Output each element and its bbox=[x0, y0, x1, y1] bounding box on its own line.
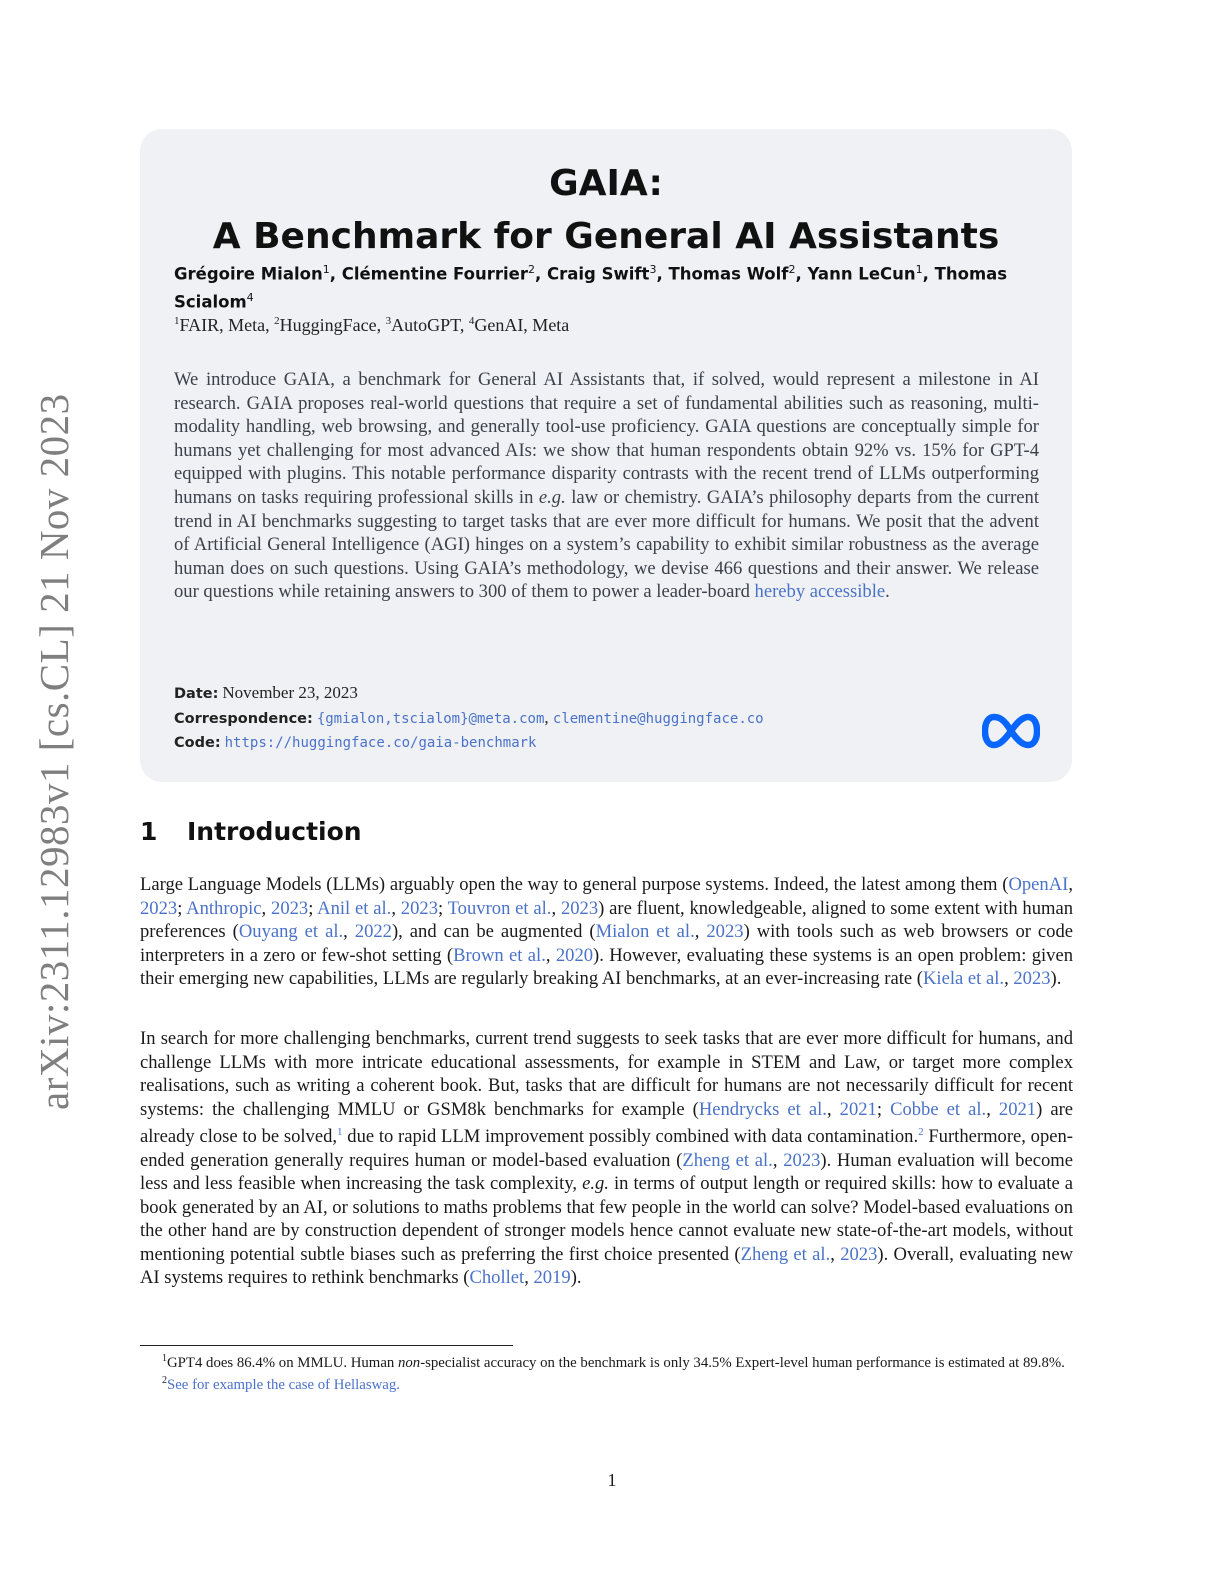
footnote-1-marker: 1 bbox=[162, 1353, 167, 1364]
citation-link[interactable]: 2023 bbox=[840, 1243, 878, 1265]
citation-link[interactable]: 2023 bbox=[706, 921, 744, 942]
author-affiliation-marker: 3 bbox=[649, 263, 657, 276]
footnote-ref-link[interactable]: 2 bbox=[918, 1126, 924, 1138]
affiliation-name: GenAI, Meta bbox=[474, 315, 570, 335]
abstract-emphasis: e.g. bbox=[538, 486, 566, 508]
paragraph-text: ). Human evaluation will become less and less feasible when increasing the task complexity, bbox=[140, 1149, 1073, 1195]
paragraph-text: ). bbox=[1050, 968, 1062, 989]
citation-link[interactable]: 2023 bbox=[560, 897, 599, 919]
citation-link[interactable]: Chollet bbox=[469, 1267, 525, 1289]
affiliation-name: FAIR, Meta, bbox=[179, 315, 275, 335]
paragraph-text: , bbox=[391, 897, 401, 919]
intro-paragraph-2 bbox=[140, 1027, 1073, 1290]
author-affiliation-marker: 4 bbox=[246, 290, 254, 304]
footnote-2-marker: 2 bbox=[162, 1375, 167, 1387]
affiliation-name: AutoGPT, bbox=[391, 315, 469, 335]
page-number: 1 bbox=[607, 1470, 617, 1490]
intro-paragraph-1 bbox=[140, 873, 1073, 991]
paragraph-text: , bbox=[545, 944, 556, 966]
huggingface-email-link[interactable]: clementine@huggingface.co bbox=[552, 711, 764, 727]
citation-link[interactable]: 2023 bbox=[400, 897, 438, 919]
author-separator: , bbox=[329, 264, 342, 284]
author-affiliation-marker: 1 bbox=[322, 263, 330, 276]
citation-link[interactable]: 2023 bbox=[271, 897, 309, 919]
abstract bbox=[174, 368, 1039, 604]
citation-link[interactable]: 2023 bbox=[783, 1149, 821, 1171]
citation-link[interactable]: 2021 bbox=[839, 1098, 877, 1120]
paper-metadata bbox=[174, 681, 974, 755]
citation-link[interactable]: Cobbe et al. bbox=[890, 1098, 987, 1120]
citation-link[interactable]: Zheng et al. bbox=[740, 1243, 831, 1265]
section-heading bbox=[140, 817, 362, 846]
paragraph-text: ). Overall, evaluating new AI systems requires to rethink benchmarks ( bbox=[140, 1243, 1073, 1289]
author-name: Thomas Scialom bbox=[174, 264, 1008, 311]
affiliation-marker: 2 bbox=[274, 315, 280, 327]
paragraph-text: Large Language Models (LLMs) arguably open the way to general purpose systems. Indeed, the latest among them ( bbox=[140, 874, 1009, 895]
paragraph-text: ; bbox=[876, 1098, 891, 1120]
code-row bbox=[174, 731, 974, 755]
footnote-1-text: GPT4 does 86.4% on MMLU. Human bbox=[167, 1354, 398, 1371]
author-affiliation-marker: 1 bbox=[915, 263, 923, 276]
paragraph-text: ) with tools such as web browsers or code interpreters in a zero or few-shot setting ( bbox=[140, 921, 1073, 966]
citation-link[interactable]: Anil et al. bbox=[317, 897, 392, 919]
footnote-divider bbox=[140, 1345, 513, 1346]
emphasis-text: e.g. bbox=[582, 1173, 609, 1195]
section-title: Introduction bbox=[187, 817, 362, 846]
citation-link[interactable]: Ouyang et al. bbox=[238, 921, 344, 942]
citation-link[interactable]: Brown et al. bbox=[453, 944, 546, 966]
hellaswag-link[interactable]: See for example the case of Hellaswag. bbox=[167, 1377, 400, 1394]
abstract-end: . bbox=[885, 581, 890, 603]
paragraph-text: in terms of output length or required skills: how to evaluate a book generated by an AI, or solutions to maths problems that few people in the world can solve? Model-based evaluations on the other hand are by construction dependent of stronger models hence cannot evaluate new state-of-the-art models, without mentioning potential subtle biases such as preferring the first choice presented ( bbox=[140, 1173, 1073, 1265]
author-separator: , bbox=[922, 264, 935, 284]
footnote-1-text-continued: -specialist accuracy on the benchmark is only 34.5% Expert-level human performance is estimated at 89.8%. bbox=[420, 1354, 1065, 1371]
footnote-ref-link[interactable]: 1 bbox=[337, 1126, 343, 1138]
author-separator: , bbox=[795, 264, 808, 284]
correspondence-label: Correspondence: bbox=[174, 711, 313, 727]
leaderboard-link[interactable]: hereby accessible bbox=[754, 581, 886, 603]
paragraph-text: ; bbox=[308, 897, 318, 919]
affiliation-name: HuggingFace, bbox=[279, 315, 386, 335]
paragraph-text: ), and can be augmented ( bbox=[391, 921, 596, 942]
paragraph-text: ) are fluent, knowledgeable, aligned to some extent with human preferences ( bbox=[140, 897, 1074, 942]
email-separator: , bbox=[544, 708, 553, 727]
paragraph-text: , bbox=[1068, 874, 1073, 895]
paragraph-text: In search for more challenging benchmarks, current trend suggests to seek tasks that are ever more difficult for humans, and challenge LLMs with more intricate educational assessments, for example in STEM and Law, or target more complex realisations, such as writing a coherent book. But, tasks that are difficult for humans are not necessarily difficult for recent systems: the challenging MMLU or GSM8k benchmarks for example ( bbox=[140, 1028, 1073, 1120]
code-url-link[interactable]: https://huggingface.co/gaia-benchmark bbox=[224, 735, 537, 751]
paragraph-text: , bbox=[524, 1267, 534, 1289]
paragraph-text: , bbox=[830, 1243, 841, 1265]
paragraph-text: , bbox=[826, 1098, 840, 1120]
correspondence-row bbox=[174, 706, 974, 731]
affiliation-marker: 4 bbox=[468, 315, 475, 327]
author-separator: , bbox=[656, 264, 669, 284]
author-name: Grégoire Mialon bbox=[174, 264, 323, 284]
author-name: Clémentine Fourrier bbox=[341, 264, 528, 284]
abstract-text-continued: law or chemistry. GAIA’s philosophy departs from the current trend in AI benchmarks suggesting to target tasks that are ever more difficult for humans. We posit that the advent of Artificial General Intelligence (AGI) hinges on a system’s capability to exhibit similar robustness as the average human does on such questions. Using GAIA’s methodology, we devise 466 questions and their answer. We release our questions while retaining answers to 300 of them to power a leader-board bbox=[174, 486, 1039, 603]
author-name: Thomas Wolf bbox=[668, 264, 789, 284]
citation-link[interactable]: OpenAI bbox=[1008, 874, 1069, 895]
author-name: Craig Swift bbox=[547, 264, 650, 284]
abstract-text: We introduce GAIA, a benchmark for General AI Assistants that, if solved, would represent a milestone in AI research. GAIA proposes real-world questions that require a set of fundamental abilities such as reasoning, multi-modality handling, web browsing, and generally tool-use proficiency. GAIA questions are conceptually simple for humans yet challenging for most advanced AIs: we show that human respondents obtain 92% vs. 15% for GPT-4 equipped with plugins. This notable performance disparity contrasts with the recent trend of LLMs outperforming humans on tasks requiring professional skills in bbox=[174, 369, 1039, 508]
citation-link[interactable]: 2023 bbox=[140, 897, 178, 919]
arxiv-identifier: arXiv:2311.12983v1 [cs.CL] 21 Nov 2023 bbox=[31, 393, 77, 1110]
citation-link[interactable]: 2020 bbox=[555, 944, 594, 966]
paragraph-text: , bbox=[694, 921, 707, 942]
title-line-2: A Benchmark for General AI Assistants bbox=[212, 216, 1000, 257]
author-list bbox=[174, 258, 1044, 313]
paper-header-box bbox=[140, 129, 1072, 782]
title-line-1: GAIA: bbox=[549, 163, 663, 204]
citation-link[interactable]: 2022 bbox=[354, 921, 392, 942]
citation-link[interactable]: 2021 bbox=[998, 1098, 1037, 1120]
affiliation-list bbox=[174, 315, 569, 336]
footnote-1-emphasis: non bbox=[398, 1354, 421, 1371]
paragraph-text: ) are already close to be solved, bbox=[140, 1098, 1074, 1148]
author-affiliation-marker: 2 bbox=[527, 263, 535, 276]
paragraph-text: , bbox=[551, 897, 561, 919]
paragraph-text: , bbox=[986, 1098, 999, 1120]
author-name: Yann LeCun bbox=[807, 264, 916, 284]
citation-link[interactable]: Touvron et al. bbox=[447, 897, 552, 919]
paragraph-text: , bbox=[261, 897, 272, 919]
section-number: 1 bbox=[140, 817, 158, 846]
affiliation-marker: 3 bbox=[385, 315, 392, 327]
citation-link[interactable]: Zheng et al. bbox=[682, 1149, 773, 1171]
paragraph-text: ). However, evaluating these systems is an open problem: given their emerging new capabilities, LLMs are regularly breaking AI benchmarks, at an ever-increasing rate ( bbox=[140, 944, 1074, 989]
citation-link[interactable]: Anthropic bbox=[186, 897, 262, 919]
paragraph-text: , bbox=[772, 1149, 784, 1171]
paragraph-text: , bbox=[343, 921, 355, 942]
citation-link[interactable]: Hendrycks et al. bbox=[698, 1098, 827, 1120]
paragraph-text: ). bbox=[570, 1267, 582, 1289]
citation-link[interactable]: 2019 bbox=[533, 1267, 571, 1289]
footnotes bbox=[140, 1350, 1073, 1395]
paragraph-text: , bbox=[1004, 968, 1014, 989]
meta-email-link[interactable]: {gmialon,tscialom}@meta.com bbox=[316, 711, 545, 727]
paragraph-text: ; bbox=[177, 897, 187, 919]
footnote-2 bbox=[140, 1372, 1073, 1394]
paragraph-text: due to rapid LLM improvement possibly combined with data contamination. bbox=[342, 1126, 919, 1148]
citation-link[interactable]: Kiela et al. bbox=[923, 968, 1005, 989]
paragraph-text: ; bbox=[437, 897, 448, 919]
code-label: Code: bbox=[174, 735, 221, 751]
affiliation-marker: 1 bbox=[174, 315, 180, 327]
date-label: Date: bbox=[174, 686, 219, 702]
citation-link[interactable]: 2023 bbox=[1013, 968, 1051, 989]
date-value: November 23, 2023 bbox=[222, 683, 358, 702]
date-row bbox=[174, 681, 974, 706]
paper-title bbox=[140, 157, 1072, 263]
author-affiliation-marker: 2 bbox=[788, 263, 796, 276]
citation-link[interactable]: Mialon et al. bbox=[595, 921, 695, 942]
meta-infinity-logo-icon bbox=[982, 711, 1040, 751]
paragraph-text: Furthermore, open-ended generation generally requires human or model-based evaluation ( bbox=[140, 1126, 1073, 1171]
author-separator: , bbox=[534, 264, 547, 284]
footnote-1 bbox=[140, 1350, 1073, 1372]
